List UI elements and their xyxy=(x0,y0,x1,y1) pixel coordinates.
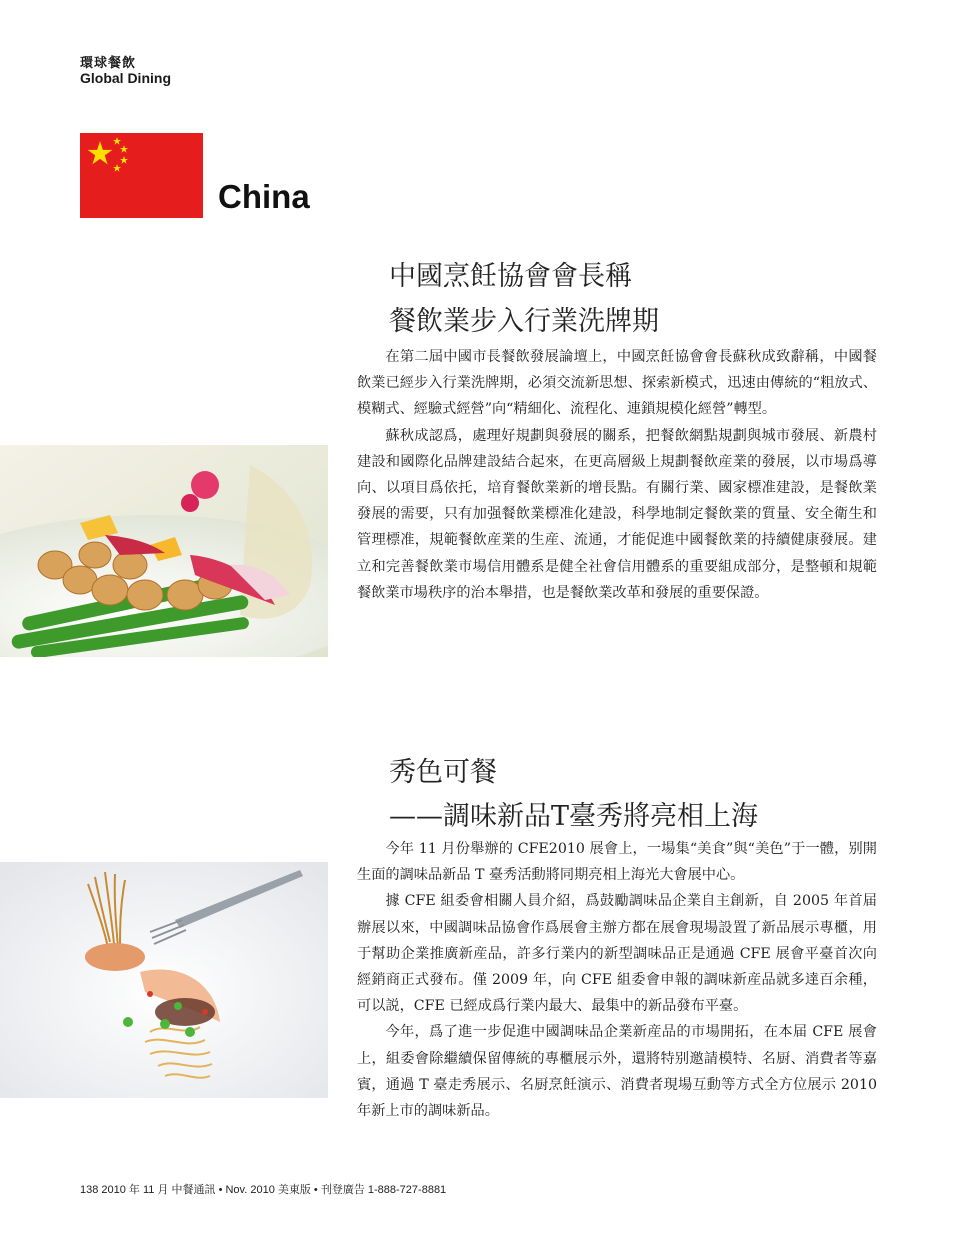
article2-paragraph: 今年，爲了進一步促進中國調味品企業新産品的市場開拓，在本届 CFE 展會上，組委會除繼續保留傳統的專櫃展示外，還將特别邀請模特、名厨、消費者等嘉賓，通過 T 臺走秀展示、名厨烹飪演示、消費者現場互動等方式全方位展示 2010 年新上市的調味新品。 xyxy=(357,1024,877,1120)
article2-paragraph: 據 CFE 組委會相關人員介紹，爲鼓勵調味品企業自主創新，自 2005 年首届辦展以來，中國調味品協會作爲展會主辦方都在展會現場設置了新品展示專櫃，用于幫助企業推廣新産品，許多行業内的新型調味品正是通過 CFE 展會平臺首次向經銷商正式發布。僅 2009 年，向 CFE 組委會申報的調味新産品就多達百余種，可以説，CFE 已經成爲行業内最大、最集中的新品發布平臺。 xyxy=(357,893,877,1015)
section-title-chinese: 環球餐飲 xyxy=(80,56,137,71)
country-title: China xyxy=(218,178,310,215)
article2-paragraph: 今年 11 月份舉辦的 CFE2010 展會上，一場集“美食”與“美色”于一體，别開生面的調味品新品 T 臺秀活動將同期亮相上海光大會展中心。 xyxy=(357,841,877,884)
article1-paragraph: 蘇秋成認爲，處理好規劃與發展的關系，把餐飲網點規劃與城市發展、新農村建設和國際化品牌建設結合起來，在更高層級上規劃餐飲産業的發展，以市場爲導向、以項目爲依托，培育餐飲業新的增長點。有關行業、國家標准建設，是餐飲業發展的需要，只有加强餐飲業標准化建設，科學地制定餐飲業的質量、安全衛生和管理標准，規範餐飲産業的生産、流通，才能促進中國餐飲業的持續健康發展。建立和完善餐飲業市場信用體系是健全社會信用體系的重要組成部分，是整頓和規範餐飲業市場秩序的治本舉措，也是餐飲業改革和發展的重要保證。 xyxy=(357,427,877,601)
scallop-dish-photo xyxy=(0,445,328,657)
china-flag-icon xyxy=(80,133,203,218)
section-title-english: Global Dining xyxy=(80,70,171,86)
article1-title-line2: 餐飲業步入行業洗牌期 xyxy=(389,306,659,337)
article2-title-line1: 秀色可餐 xyxy=(389,757,497,788)
article1-title-line1: 中國烹飪協會會長稱 xyxy=(389,261,632,292)
noodle-shrimp-dish-photo xyxy=(0,862,328,1098)
article1-body xyxy=(357,344,877,606)
article1-paragraph: 在第二屆中國市長餐飲發展論壇上，中國烹飪協會會長蘇秋成致辭稱，中國餐飲業已經步入行業洗牌期，必須交流新思想、探索新模式，迅速由傳統的“粗放式、模糊式、經驗式經營”向“精細化、流程化、連鎖規模化經營”轉型。 xyxy=(357,349,877,418)
article2-title-line2: ——調味新品T臺秀將亮相上海 xyxy=(389,801,759,832)
article2-body xyxy=(357,836,877,1124)
page-footer: 138 2010 年 11 月 中餐通訊 • Nov. 2010 美東版 • 刊登廣告 1-888-727-8881 xyxy=(80,1184,447,1196)
